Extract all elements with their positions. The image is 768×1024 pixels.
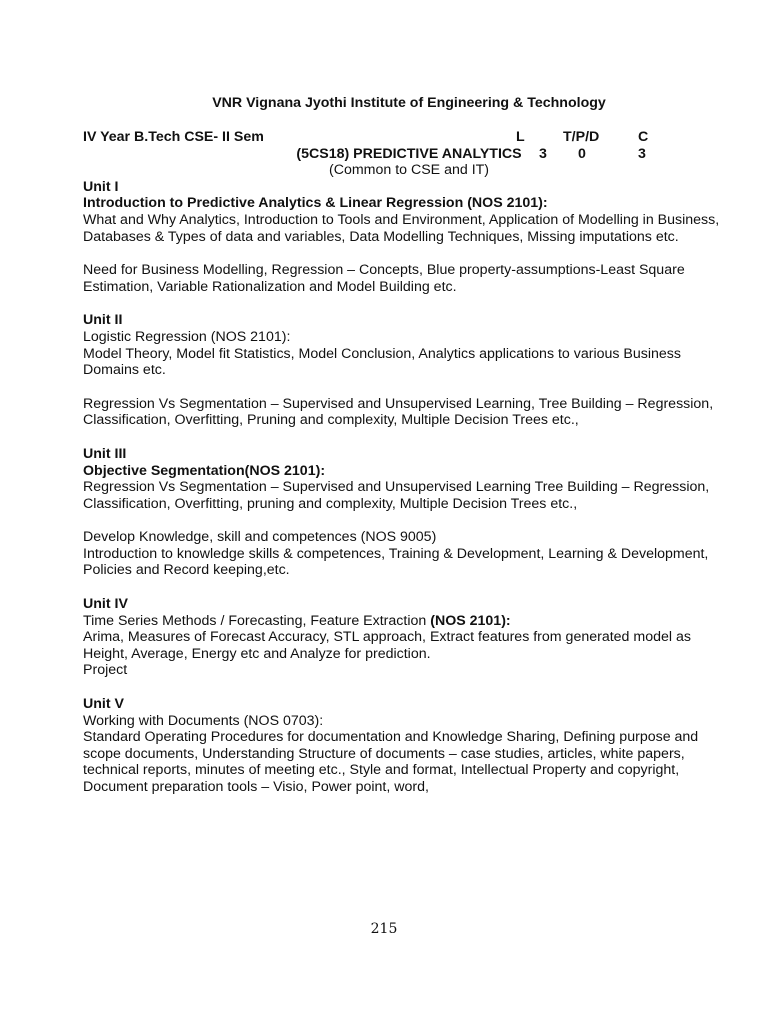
credit-header-tpd: T/P/D bbox=[563, 128, 600, 145]
credit-value-tpd: 0 bbox=[578, 145, 586, 162]
unit4-para2: Project bbox=[83, 662, 128, 679]
unit3-label: Unit III bbox=[83, 445, 127, 462]
unit3-heading: Objective Segmentation(NOS 2101): bbox=[83, 462, 326, 479]
unit1-label: Unit I bbox=[83, 178, 119, 195]
credit-value-l: 3 bbox=[539, 145, 547, 162]
credit-value-c: 3 bbox=[638, 145, 646, 162]
unit4-heading-text: Time Series Methods / Forecasting, Feature Extraction bbox=[83, 612, 431, 629]
course-title: (5CS18) PREDICTIVE ANALYTICS bbox=[296, 145, 522, 162]
course-subtitle: (Common to CSE and IT) bbox=[328, 162, 490, 179]
unit1-para1: What and Why Analytics, Introduction to Tools and Environment, Application of Modelling in Business, Databases & Types of data and variables, Data Modelling Techniques, Missing imputations etc. bbox=[83, 211, 720, 245]
unit3-para1: Regression Vs Segmentation – Supervised and Unsupervised Learning Tree Building – Regression, Classification, Overfitting, pruning and complexity, Multiple Decision Trees etc., bbox=[83, 479, 710, 512]
syllabus-page bbox=[83, 95, 723, 796]
institute-name: VNR Vignana Jyothi Institute of Engineering & Technology bbox=[212, 95, 606, 111]
unit4-heading bbox=[83, 613, 723, 630]
unit1-heading: Introduction to Predictive Analytics & Linear Regression (NOS 2101): bbox=[83, 195, 548, 212]
credit-header-c: C bbox=[638, 128, 649, 145]
unit1-para2: Need for Business Modelling, Regression – Concepts, Blue property-assumptions-Least Square Estimation, Variable Rationalization and Model Building etc. bbox=[83, 262, 685, 295]
semester-label: IV Year B.Tech CSE- II Sem bbox=[83, 128, 264, 145]
unit4-label: Unit IV bbox=[83, 596, 128, 613]
unit3-para2: Introduction to knowledge skills & competences, Training & Development, Learning & Development, Policies and Record keeping,etc. bbox=[83, 545, 709, 579]
unit2-label: Unit II bbox=[83, 312, 123, 329]
unit5-label: Unit V bbox=[83, 696, 124, 713]
unit2-para2: Regression Vs Segmentation – Supervised and Unsupervised Learning, Tree Building – Regression, Classification, Overfitting, Pruning and complexity, Multiple Decision Trees etc., bbox=[83, 395, 714, 429]
unit5-para1: Standard Operating Procedures for documentation and Knowledge Sharing, Defining purpose and scope documents, Understanding Structure of documents – case studies, articles, white papers, technical reports, minutes of meeting etc., Style and format, Intellectual Property and copyright, Document preparation tools – Visio, Power point, word, bbox=[83, 729, 699, 795]
unit3-para2-heading: Develop Knowledge, skill and competences (NOS 9005) bbox=[83, 529, 437, 546]
unit4-para1: Arima, Measures of Forecast Accuracy, STL approach, Extract features from generated model as Height, Average, Energy etc and Analyze for prediction. bbox=[83, 629, 691, 662]
unit4-heading-code: (NOS 2101): bbox=[430, 612, 511, 629]
unit2-heading: Logistic Regression (NOS 2101): bbox=[83, 328, 291, 345]
unit2-para1: Model Theory, Model fit Statistics, Model Conclusion, Analytics applications to various Business Domains etc. bbox=[83, 345, 681, 379]
page-number: 215 bbox=[370, 921, 398, 937]
credit-header-l: L bbox=[516, 128, 525, 145]
semester-row bbox=[83, 129, 723, 146]
unit5-heading: Working with Documents (NOS 0703): bbox=[83, 712, 324, 729]
